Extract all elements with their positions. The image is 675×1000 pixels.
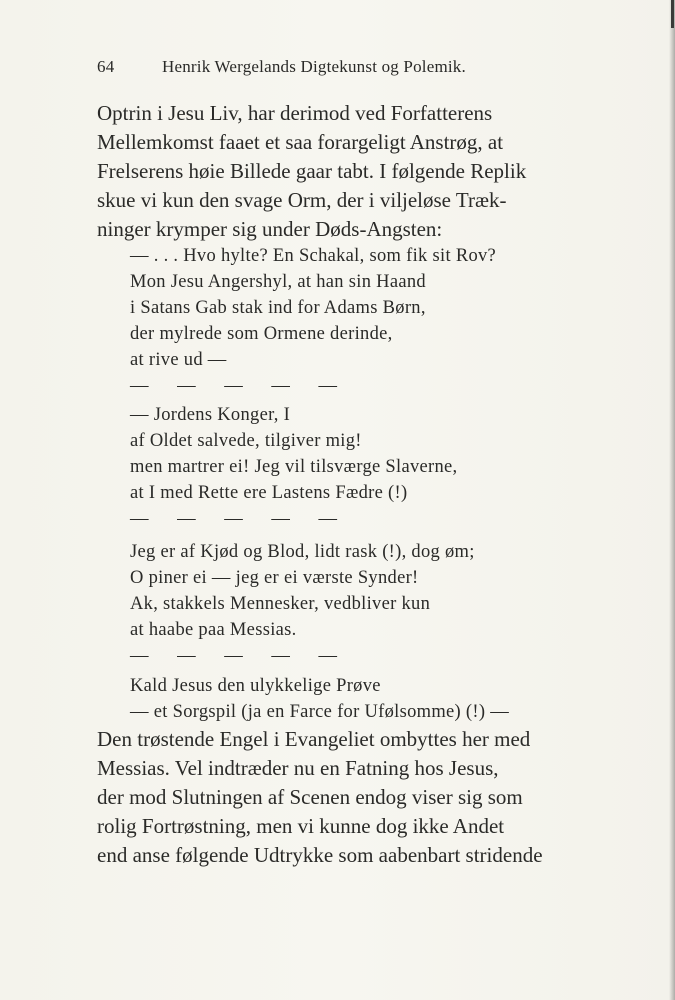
prose-text: rolig Fortrøstning, men vi kunne dog ikke Andet xyxy=(97,814,505,838)
verse-stanza-4 xyxy=(130,673,381,699)
prose-line xyxy=(97,783,602,812)
verse-line: Ak, stakkels Mennesker, vedbliver kun xyxy=(130,594,431,614)
verse-line: O piner ei — jeg er ei værste Synder! xyxy=(130,568,419,588)
page-number: 64 xyxy=(97,57,115,76)
prose-line xyxy=(97,812,602,841)
prose-top xyxy=(97,99,602,244)
verse-line: men martrer ei! Jeg vil tilsværge Slaverne, xyxy=(130,457,458,477)
prose-bottom xyxy=(97,725,602,870)
verse-dash-separator: — — — — — xyxy=(130,646,349,666)
prose-text: Optrin i Jesu Liv, har derimod ved Forfatterens xyxy=(97,101,493,125)
prose-text: skue vi kun den svage Orm, der i viljeløse Træk- xyxy=(97,188,507,212)
verse-outro-line xyxy=(130,699,602,725)
prose-text: end anse følgende Udtrykke som aabenbart stridende xyxy=(97,843,543,867)
verse-stanza-1 xyxy=(130,269,426,399)
verse-stanza-2 xyxy=(130,402,457,532)
prose-line xyxy=(97,128,602,157)
page-edge-mark xyxy=(671,0,674,28)
prose-text: Den trøstende Engel i Evangeliet ombyttes her med xyxy=(97,727,531,751)
verse-dash-separator: — — — — — xyxy=(130,509,349,529)
prose-text: Messias. Vel indtræder nu en Fatning hos Jesus, xyxy=(97,756,499,780)
running-title: Henrik Wergelands Digtekunst og Polemik. xyxy=(162,57,466,76)
prose-text: Frelserens høie Billede gaar tabt. I følgende Replik xyxy=(97,159,527,183)
verse-stanza-3 xyxy=(130,539,475,669)
page-header xyxy=(97,57,535,81)
prose-line xyxy=(97,157,602,186)
prose-line xyxy=(97,841,602,870)
verse-line: at I med Rette ere Lastens Fædre (!) xyxy=(130,483,408,503)
verse-line: — Jordens Konger, I xyxy=(130,405,291,425)
prose-text: ninger krymper sig under Døds-Angsten: xyxy=(97,217,443,241)
verse-intro-line: — . . . Hvo hylte? En Schakal, som fik sit Rov? xyxy=(130,246,497,266)
verse-text: — et Sorgspil (ja en Farce for Ufølsomme) (!) — xyxy=(130,702,510,722)
page-edge-shadow xyxy=(669,0,675,1000)
prose-line xyxy=(97,186,602,215)
verse-line: der mylrede som Ormene derinde, xyxy=(130,324,393,344)
prose-line xyxy=(97,99,602,128)
verse-line: at haabe paa Messias. xyxy=(130,620,297,640)
prose-text: Mellemkomst faaet et saa forargeligt Anstrøg, at xyxy=(97,130,504,154)
prose-line xyxy=(97,725,602,754)
verse-line: af Oldet salvede, tilgiver mig! xyxy=(130,431,362,451)
prose-line xyxy=(97,215,602,244)
verse-line: at rive ud — xyxy=(130,350,227,370)
prose-line xyxy=(97,754,602,783)
verse-line: Mon Jesu Angershyl, at han sin Haand xyxy=(130,272,426,292)
verse-dash-separator: — — — — — xyxy=(130,376,349,396)
verse-line: Kald Jesus den ulykkelige Prøve xyxy=(130,676,381,696)
prose-text: der mod Slutningen af Scenen endog viser sig som xyxy=(97,785,523,809)
verse-line: Jeg er af Kjød og Blod, lidt rask (!), dog øm; xyxy=(130,542,475,562)
verse-line: i Satans Gab stak ind for Adams Børn, xyxy=(130,298,426,318)
